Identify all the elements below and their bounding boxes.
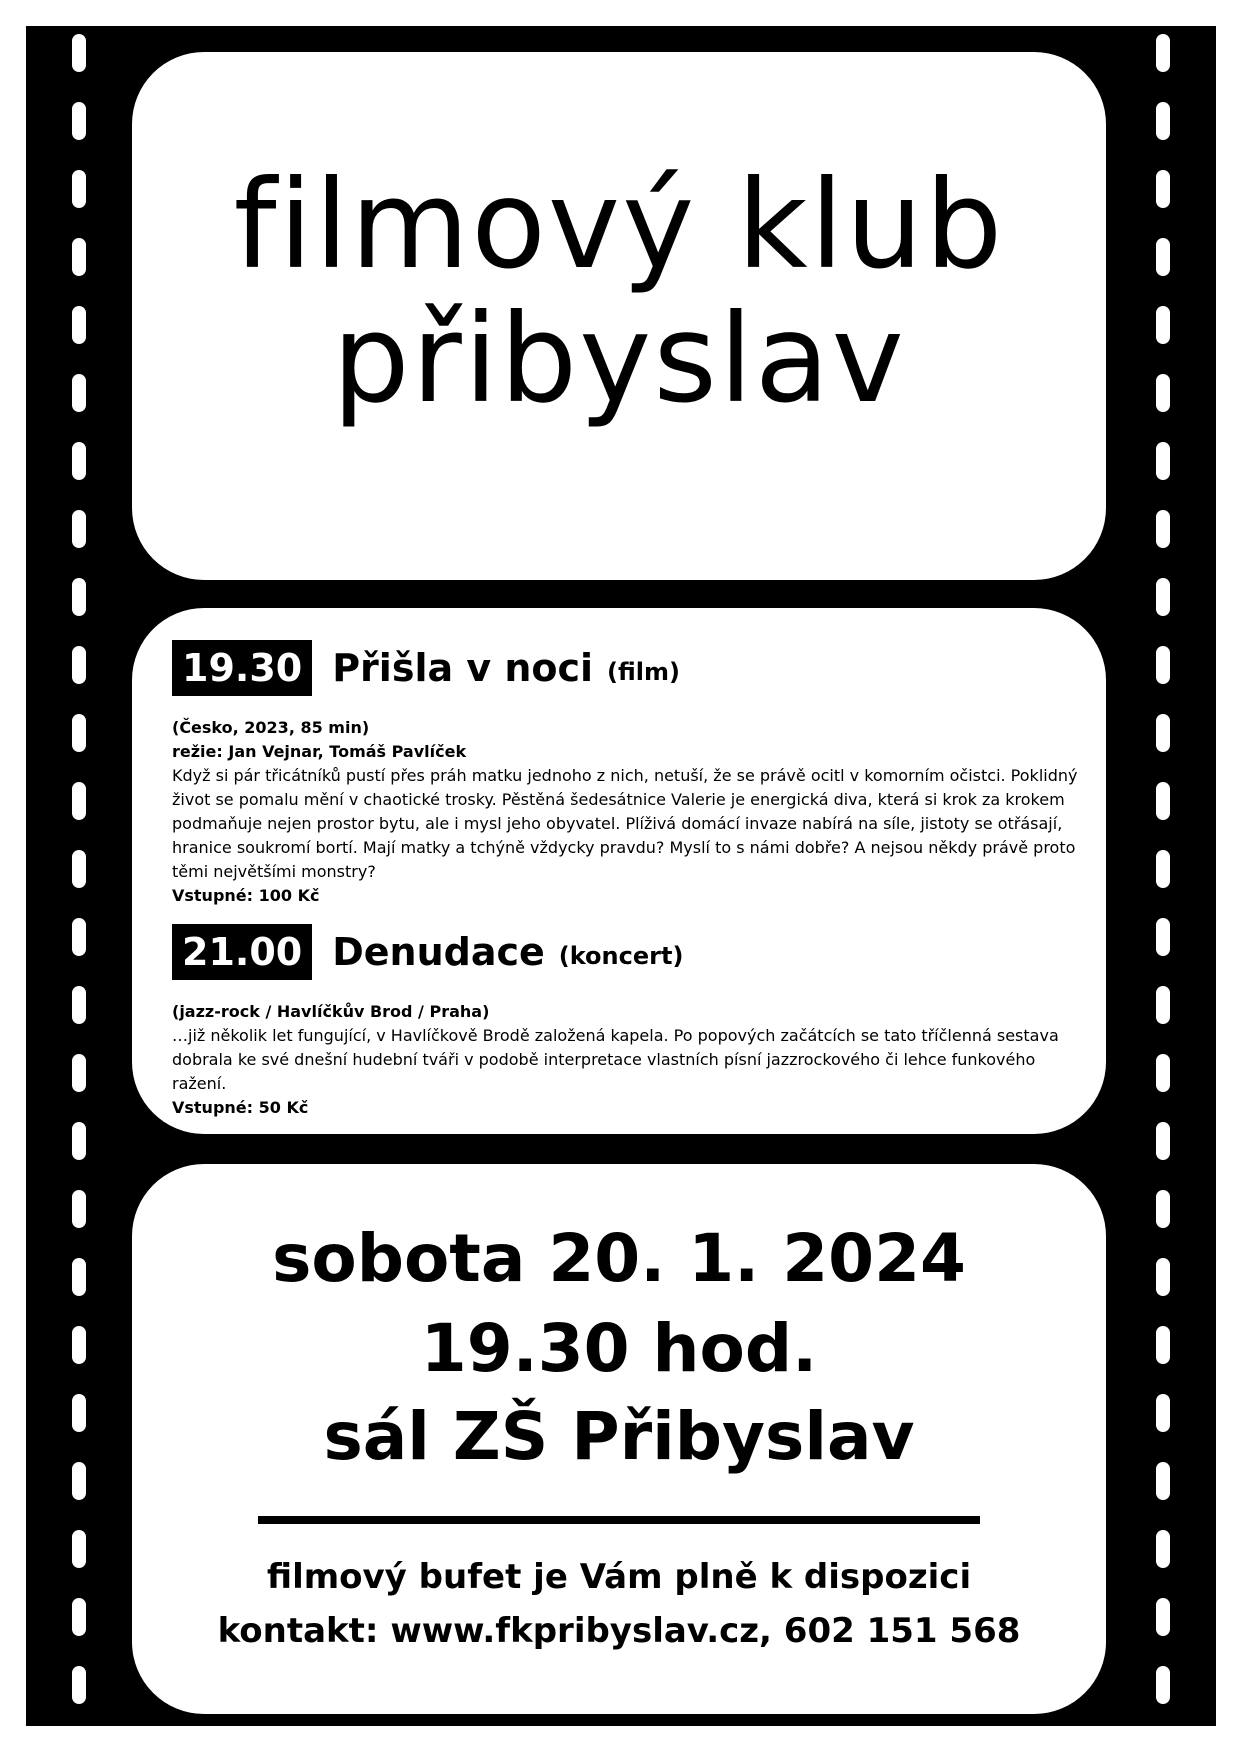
event-header bbox=[172, 924, 1082, 980]
info-frame bbox=[132, 1164, 1106, 1714]
sprocket-hole bbox=[1156, 782, 1170, 820]
sprocket-hole bbox=[72, 238, 86, 276]
event-film bbox=[172, 640, 1082, 908]
event-description: …již několik let fungující, v Havlíčkově Brodě založená kapela. Po popových začátcích se tato tříčlenná sestava dobrala ke své dnešní hudební tváři v podobě interpretace vlastních písní jazzrockového či lehce funkového ražení. bbox=[172, 1026, 1059, 1093]
sprocket-hole bbox=[1156, 714, 1170, 752]
sprocket-hole bbox=[1156, 1394, 1170, 1432]
event-price: Vstupné: 100 Kč bbox=[172, 886, 320, 905]
sprocket-hole bbox=[72, 646, 86, 684]
sprocket-hole bbox=[72, 1326, 86, 1364]
buffet-note: filmový bufet je Vám plně k dispozici bbox=[266, 1557, 972, 1597]
divider bbox=[258, 1516, 980, 1524]
sprocket-hole bbox=[72, 442, 86, 480]
sprocket-hole bbox=[1156, 1054, 1170, 1092]
event-concert bbox=[172, 924, 1082, 1120]
sprocket-hole bbox=[1156, 1598, 1170, 1636]
sprocket-hole bbox=[72, 510, 86, 548]
sprocket-hole bbox=[72, 714, 86, 752]
sprocket-hole bbox=[72, 1462, 86, 1500]
sprocket-hole bbox=[1156, 442, 1170, 480]
sprocket-hole bbox=[72, 306, 86, 344]
sprocket-hole bbox=[1156, 1666, 1170, 1704]
program-frame bbox=[132, 608, 1106, 1134]
sprocket-hole bbox=[72, 782, 86, 820]
sprocket-hole bbox=[1156, 918, 1170, 956]
sprocket-hole bbox=[1156, 578, 1170, 616]
sprocket-hole bbox=[72, 986, 86, 1024]
sprocket-hole bbox=[1156, 1530, 1170, 1568]
event-hour: 19.30 hod. bbox=[420, 1310, 818, 1387]
sprocket-hole bbox=[72, 374, 86, 412]
sprocket-hole bbox=[1156, 1326, 1170, 1364]
sprocket-hole bbox=[72, 34, 86, 72]
sprocket-hole bbox=[72, 1530, 86, 1568]
sprocket-hole bbox=[1156, 1462, 1170, 1500]
sprocket-hole bbox=[1156, 102, 1170, 140]
event-type: (film) bbox=[607, 658, 681, 686]
event-header bbox=[172, 640, 1082, 696]
event-meta: (jazz-rock / Havlíčkův Brod / Praha) bbox=[172, 1002, 490, 1021]
sprocket-hole bbox=[1156, 510, 1170, 548]
sprocket-hole bbox=[1156, 646, 1170, 684]
sprocket-hole bbox=[72, 170, 86, 208]
event-title: Přišla v noci bbox=[332, 646, 594, 690]
sprocket-hole bbox=[1156, 238, 1170, 276]
title-line-2: přibyslav bbox=[332, 288, 906, 430]
sprocket-hole bbox=[1156, 1190, 1170, 1228]
event-price: Vstupné: 50 Kč bbox=[172, 1098, 309, 1117]
event-type: (koncert) bbox=[558, 942, 684, 970]
event-director: režie: Jan Vejnar, Tomáš Pavlíček bbox=[172, 742, 467, 761]
sprocket-hole bbox=[72, 1394, 86, 1432]
sprocket-hole bbox=[1156, 986, 1170, 1024]
title-frame bbox=[132, 52, 1106, 580]
sprocket-hole bbox=[72, 918, 86, 956]
time-badge: 19.30 bbox=[172, 640, 312, 696]
sprocket-hole bbox=[72, 1054, 86, 1092]
sprocket-hole bbox=[72, 1122, 86, 1160]
sprocket-hole bbox=[1156, 306, 1170, 344]
event-venue: sál ZŠ Přibyslav bbox=[323, 1398, 915, 1475]
sprocket-hole bbox=[1156, 374, 1170, 412]
time-badge: 21.00 bbox=[172, 924, 312, 980]
sprocket-hole bbox=[72, 850, 86, 888]
sprocket-hole bbox=[1156, 34, 1170, 72]
sprocket-hole bbox=[72, 578, 86, 616]
event-body bbox=[172, 716, 1082, 908]
sprocket-hole bbox=[1156, 850, 1170, 888]
sprocket-hole bbox=[1156, 170, 1170, 208]
sprocket-hole bbox=[1156, 1122, 1170, 1160]
event-body bbox=[172, 1000, 1082, 1120]
event-title: Denudace bbox=[332, 930, 545, 974]
event-description: Když si pár třicátníků pustí přes práh matku jednoho z nich, netuší, že se právě ocitl v komorním očistci. Poklidný život se pomalu mění v chaotické trosky. Pěstěná šedesátnice Valerie je energická diva, která si krok za krokem podmaňuje nejen prostor bytu, ale i mysl jeho obyvatel. Plíživá domácí invaze nabírá na síle, jistoty se otřásají, hranice soukromí bortí. Mají matky a tchýně vždycky pravdu? Myslí to s námi dobře? A nejsou někdy právě proto těmi největšími monstry? bbox=[172, 766, 1078, 881]
sprocket-hole bbox=[72, 1190, 86, 1228]
sprocket-hole bbox=[72, 1666, 86, 1704]
event-meta: (Česko, 2023, 85 min) bbox=[172, 718, 370, 737]
sprocket-hole bbox=[72, 102, 86, 140]
title-line-1: filmový klub bbox=[233, 154, 1005, 296]
sprocket-hole bbox=[72, 1258, 86, 1296]
sprocket-hole bbox=[72, 1598, 86, 1636]
event-date: sobota 20. 1. 2024 bbox=[272, 1220, 966, 1297]
sprocket-hole bbox=[1156, 1258, 1170, 1296]
contact-line: kontakt: www.fkpribyslav.cz, 602 151 568 bbox=[217, 1611, 1021, 1651]
